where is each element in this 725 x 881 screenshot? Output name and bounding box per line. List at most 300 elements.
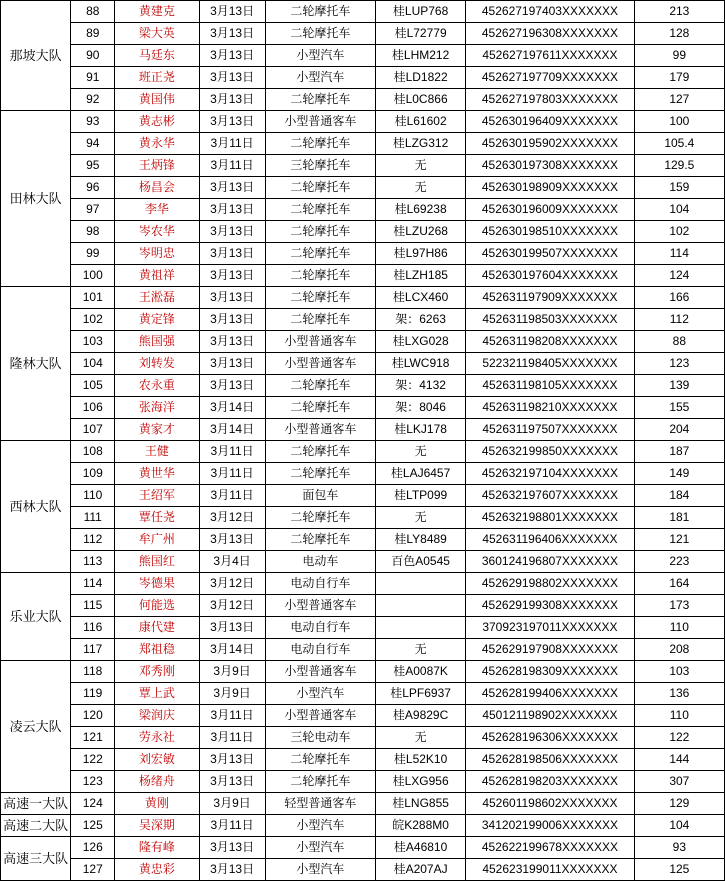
cell-date: 3月13日 xyxy=(199,617,265,639)
cell-plate: 桂L72779 xyxy=(375,23,465,45)
cell-plate: 桂LCX460 xyxy=(375,287,465,309)
cell-date: 3月12日 xyxy=(199,507,265,529)
cell-vehicle_type: 小型普通客车 xyxy=(265,661,375,683)
group-cell: 高速一大队 xyxy=(1,793,71,815)
table-row xyxy=(1,749,725,771)
cell-seq: 109 xyxy=(71,463,115,485)
cell-date: 3月11日 xyxy=(199,705,265,727)
cell-amount: 139 xyxy=(634,375,724,397)
table-row xyxy=(1,353,725,375)
table-row xyxy=(1,375,725,397)
cell-amount: 125 xyxy=(634,859,724,881)
cell-name: 黄祖祥 xyxy=(115,265,199,287)
cell-name: 熊国强 xyxy=(115,331,199,353)
cell-plate: 桂LWC918 xyxy=(375,353,465,375)
cell-vehicle_type: 二轮摩托车 xyxy=(265,89,375,111)
cell-date: 3月13日 xyxy=(199,265,265,287)
table-row xyxy=(1,815,725,837)
cell-id_number: 450121198902XXXXXXX xyxy=(466,705,634,727)
cell-vehicle_type: 小型普通客车 xyxy=(265,331,375,353)
cell-date: 3月13日 xyxy=(199,353,265,375)
cell-amount: 149 xyxy=(634,463,724,485)
cell-amount: 208 xyxy=(634,639,724,661)
cell-vehicle_type: 小型汽车 xyxy=(265,837,375,859)
table-row xyxy=(1,155,725,177)
cell-date: 3月11日 xyxy=(199,485,265,507)
cell-id_number: 452627197611XXXXXXX xyxy=(466,45,634,67)
cell-vehicle_type: 二轮摩托车 xyxy=(265,529,375,551)
cell-seq: 101 xyxy=(71,287,115,309)
cell-amount: 159 xyxy=(634,177,724,199)
cell-date: 3月13日 xyxy=(199,771,265,793)
cell-name: 邓秀刚 xyxy=(115,661,199,683)
table-row xyxy=(1,837,725,859)
cell-plate xyxy=(375,617,465,639)
cell-plate: 架：4132 xyxy=(375,375,465,397)
cell-seq: 115 xyxy=(71,595,115,617)
cell-seq: 117 xyxy=(71,639,115,661)
cell-date: 3月13日 xyxy=(199,89,265,111)
cell-amount: 121 xyxy=(634,529,724,551)
cell-name: 黄建克 xyxy=(115,1,199,23)
cell-id_number: 452627197403XXXXXXX xyxy=(466,1,634,23)
cell-amount: 129.5 xyxy=(634,155,724,177)
cell-id_number: 452630195902XXXXXXX xyxy=(466,133,634,155)
cell-name: 刘转发 xyxy=(115,353,199,375)
cell-seq: 106 xyxy=(71,397,115,419)
cell-id_number: 522321198405XXXXXXX xyxy=(466,353,634,375)
cell-amount: 223 xyxy=(634,551,724,573)
cell-plate: 桂A0087K xyxy=(375,661,465,683)
cell-plate: 百色A0545 xyxy=(375,551,465,573)
cell-plate: 桂LZH185 xyxy=(375,265,465,287)
cell-seq: 119 xyxy=(71,683,115,705)
cell-vehicle_type: 电动自行车 xyxy=(265,617,375,639)
cell-seq: 124 xyxy=(71,793,115,815)
cell-plate xyxy=(375,595,465,617)
cell-seq: 88 xyxy=(71,1,115,23)
cell-seq: 92 xyxy=(71,89,115,111)
cell-amount: 164 xyxy=(634,573,724,595)
cell-id_number: 452623199011XXXXXXX xyxy=(466,859,634,881)
table-row xyxy=(1,419,725,441)
cell-vehicle_type: 小型普通客车 xyxy=(265,419,375,441)
cell-amount: 93 xyxy=(634,837,724,859)
cell-id_number: 452632198801XXXXXXX xyxy=(466,507,634,529)
cell-id_number: 452632197104XXXXXXX xyxy=(466,463,634,485)
cell-vehicle_type: 小型汽车 xyxy=(265,859,375,881)
cell-amount: 100 xyxy=(634,111,724,133)
cell-id_number: 452628199406XXXXXXX xyxy=(466,683,634,705)
cell-amount: 112 xyxy=(634,309,724,331)
table-row xyxy=(1,727,725,749)
cell-seq: 120 xyxy=(71,705,115,727)
table-row xyxy=(1,771,725,793)
cell-id_number: 452630197308XXXXXXX xyxy=(466,155,634,177)
cell-seq: 123 xyxy=(71,771,115,793)
cell-name: 劳永社 xyxy=(115,727,199,749)
cell-plate: 无 xyxy=(375,507,465,529)
table-row xyxy=(1,551,725,573)
cell-date: 3月14日 xyxy=(199,639,265,661)
cell-vehicle_type: 二轮摩托车 xyxy=(265,397,375,419)
table-row xyxy=(1,199,725,221)
cell-vehicle_type: 二轮摩托车 xyxy=(265,507,375,529)
cell-date: 3月13日 xyxy=(199,1,265,23)
cell-vehicle_type: 二轮摩托车 xyxy=(265,749,375,771)
cell-seq: 105 xyxy=(71,375,115,397)
cell-plate: 无 xyxy=(375,155,465,177)
cell-name: 熊国红 xyxy=(115,551,199,573)
cell-seq: 116 xyxy=(71,617,115,639)
cell-amount: 307 xyxy=(634,771,724,793)
cell-amount: 123 xyxy=(634,353,724,375)
group-cell: 乐业大队 xyxy=(1,573,71,661)
cell-vehicle_type: 电动自行车 xyxy=(265,639,375,661)
cell-plate: 无 xyxy=(375,639,465,661)
cell-plate: 桂LUP768 xyxy=(375,1,465,23)
cell-vehicle_type: 小型普通客车 xyxy=(265,595,375,617)
cell-date: 3月11日 xyxy=(199,155,265,177)
cell-vehicle_type: 面包车 xyxy=(265,485,375,507)
cell-amount: 179 xyxy=(634,67,724,89)
cell-plate: 桂LKJ178 xyxy=(375,419,465,441)
cell-amount: 181 xyxy=(634,507,724,529)
cell-date: 3月11日 xyxy=(199,815,265,837)
cell-date: 3月13日 xyxy=(199,243,265,265)
cell-amount: 102 xyxy=(634,221,724,243)
cell-name: 岑明忠 xyxy=(115,243,199,265)
cell-seq: 89 xyxy=(71,23,115,45)
cell-vehicle_type: 二轮摩托车 xyxy=(265,771,375,793)
cell-name: 岑农华 xyxy=(115,221,199,243)
cell-seq: 122 xyxy=(71,749,115,771)
cell-date: 3月11日 xyxy=(199,463,265,485)
cell-seq: 100 xyxy=(71,265,115,287)
cell-date: 3月12日 xyxy=(199,595,265,617)
cell-name: 康代建 xyxy=(115,617,199,639)
cell-amount: 184 xyxy=(634,485,724,507)
cell-amount: 173 xyxy=(634,595,724,617)
cell-seq: 113 xyxy=(71,551,115,573)
cell-amount: 155 xyxy=(634,397,724,419)
cell-name: 黄国伟 xyxy=(115,89,199,111)
cell-vehicle_type: 二轮摩托车 xyxy=(265,265,375,287)
cell-id_number: 341202199006XXXXXXX xyxy=(466,815,634,837)
cell-date: 3月13日 xyxy=(199,859,265,881)
cell-date: 3月13日 xyxy=(199,309,265,331)
cell-date: 3月9日 xyxy=(199,661,265,683)
cell-name: 牟广州 xyxy=(115,529,199,551)
cell-vehicle_type: 二轮摩托车 xyxy=(265,375,375,397)
cell-vehicle_type: 二轮摩托车 xyxy=(265,1,375,23)
cell-name: 刘宏敏 xyxy=(115,749,199,771)
cell-amount: 110 xyxy=(634,705,724,727)
cell-id_number: 452628196306XXXXXXX xyxy=(466,727,634,749)
cell-plate: 桂A9829C xyxy=(375,705,465,727)
cell-vehicle_type: 小型普通客车 xyxy=(265,353,375,375)
table-row xyxy=(1,617,725,639)
group-cell: 那坡大队 xyxy=(1,1,71,111)
cell-amount: 166 xyxy=(634,287,724,309)
cell-id_number: 370923197011XXXXXXX xyxy=(466,617,634,639)
table-row xyxy=(1,221,725,243)
cell-seq: 121 xyxy=(71,727,115,749)
cell-plate: 桂LPF6937 xyxy=(375,683,465,705)
cell-plate: 桂A46810 xyxy=(375,837,465,859)
cell-vehicle_type: 轻型普通客车 xyxy=(265,793,375,815)
cell-name: 黄刚 xyxy=(115,793,199,815)
cell-amount: 88 xyxy=(634,331,724,353)
cell-vehicle_type: 小型汽车 xyxy=(265,45,375,67)
cell-plate: 桂LXG028 xyxy=(375,331,465,353)
cell-vehicle_type: 三轮电动车 xyxy=(265,727,375,749)
cell-vehicle_type: 电动自行车 xyxy=(265,573,375,595)
cell-name: 黄家才 xyxy=(115,419,199,441)
cell-id_number: 452628198203XXXXXXX xyxy=(466,771,634,793)
cell-name: 农永重 xyxy=(115,375,199,397)
cell-name: 张海洋 xyxy=(115,397,199,419)
cell-name: 黄志彬 xyxy=(115,111,199,133)
cell-name: 黄定锋 xyxy=(115,309,199,331)
cell-amount: 104 xyxy=(634,815,724,837)
cell-date: 3月11日 xyxy=(199,441,265,463)
cell-id_number: 452630199507XXXXXXX xyxy=(466,243,634,265)
group-cell: 隆林大队 xyxy=(1,287,71,441)
cell-name: 杨昌会 xyxy=(115,177,199,199)
cell-amount: 114 xyxy=(634,243,724,265)
cell-vehicle_type: 二轮摩托车 xyxy=(265,463,375,485)
cell-date: 3月14日 xyxy=(199,397,265,419)
cell-plate: 桂LXG956 xyxy=(375,771,465,793)
cell-seq: 90 xyxy=(71,45,115,67)
cell-vehicle_type: 小型普通客车 xyxy=(265,111,375,133)
cell-seq: 114 xyxy=(71,573,115,595)
cell-name: 王淞磊 xyxy=(115,287,199,309)
cell-date: 3月11日 xyxy=(199,133,265,155)
cell-plate: 桂L52K10 xyxy=(375,749,465,771)
cell-date: 3月13日 xyxy=(199,177,265,199)
table-row xyxy=(1,133,725,155)
table-row xyxy=(1,331,725,353)
cell-vehicle_type: 二轮摩托车 xyxy=(265,177,375,199)
cell-plate: 桂LAJ6457 xyxy=(375,463,465,485)
cell-date: 3月13日 xyxy=(199,221,265,243)
cell-amount: 204 xyxy=(634,419,724,441)
group-cell: 田林大队 xyxy=(1,111,71,287)
cell-plate: 无 xyxy=(375,727,465,749)
table-row xyxy=(1,177,725,199)
cell-name: 杨绪舟 xyxy=(115,771,199,793)
cell-date: 3月13日 xyxy=(199,111,265,133)
cell-vehicle_type: 二轮摩托车 xyxy=(265,309,375,331)
cell-plate: 架：6263 xyxy=(375,309,465,331)
cell-date: 3月13日 xyxy=(199,287,265,309)
cell-amount: 104 xyxy=(634,199,724,221)
table-row xyxy=(1,23,725,45)
cell-id_number: 452601198602XXXXXXX xyxy=(466,793,634,815)
cell-seq: 94 xyxy=(71,133,115,155)
cell-id_number: 452622199678XXXXXXX xyxy=(466,837,634,859)
table-row xyxy=(1,793,725,815)
cell-id_number: 452629199308XXXXXXX xyxy=(466,595,634,617)
table-row xyxy=(1,859,725,881)
cell-name: 吴深期 xyxy=(115,815,199,837)
cell-name: 李华 xyxy=(115,199,199,221)
cell-amount: 99 xyxy=(634,45,724,67)
cell-date: 3月13日 xyxy=(199,45,265,67)
cell-name: 何能选 xyxy=(115,595,199,617)
cell-seq: 112 xyxy=(71,529,115,551)
cell-seq: 111 xyxy=(71,507,115,529)
cell-seq: 99 xyxy=(71,243,115,265)
cell-plate: 架：8046 xyxy=(375,397,465,419)
cell-date: 3月4日 xyxy=(199,551,265,573)
group-cell: 凌云大队 xyxy=(1,661,71,793)
cell-plate: 桂LNG855 xyxy=(375,793,465,815)
cell-id_number: 360124196807XXXXXXX xyxy=(466,551,634,573)
cell-vehicle_type: 二轮摩托车 xyxy=(265,221,375,243)
cell-vehicle_type: 小型普通客车 xyxy=(265,705,375,727)
table-row xyxy=(1,705,725,727)
cell-date: 3月13日 xyxy=(199,749,265,771)
cell-name: 梁大英 xyxy=(115,23,199,45)
cell-seq: 127 xyxy=(71,859,115,881)
cell-id_number: 452628198506XXXXXXX xyxy=(466,749,634,771)
cell-id_number: 452631198503XXXXXXX xyxy=(466,309,634,331)
group-cell: 高速二大队 xyxy=(1,815,71,837)
cell-id_number: 452627196308XXXXXXX xyxy=(466,23,634,45)
cell-date: 3月13日 xyxy=(199,67,265,89)
cell-id_number: 452630198510XXXXXXX xyxy=(466,221,634,243)
cell-seq: 95 xyxy=(71,155,115,177)
cell-seq: 98 xyxy=(71,221,115,243)
cell-amount: 136 xyxy=(634,683,724,705)
cell-amount: 128 xyxy=(634,23,724,45)
cell-plate: 桂LY8489 xyxy=(375,529,465,551)
cell-plate: 桂LTP099 xyxy=(375,485,465,507)
cell-seq: 118 xyxy=(71,661,115,683)
cell-name: 王炳锋 xyxy=(115,155,199,177)
cell-vehicle_type: 二轮摩托车 xyxy=(265,133,375,155)
cell-id_number: 452630196409XXXXXXX xyxy=(466,111,634,133)
cell-date: 3月13日 xyxy=(199,837,265,859)
cell-seq: 126 xyxy=(71,837,115,859)
cell-seq: 97 xyxy=(71,199,115,221)
cell-vehicle_type: 二轮摩托车 xyxy=(265,287,375,309)
cell-id_number: 452629197908XXXXXXX xyxy=(466,639,634,661)
cell-plate: 无 xyxy=(375,441,465,463)
cell-id_number: 452631197909XXXXXXX xyxy=(466,287,634,309)
cell-plate: 桂LHM212 xyxy=(375,45,465,67)
cell-date: 3月14日 xyxy=(199,419,265,441)
cell-seq: 108 xyxy=(71,441,115,463)
cell-name: 郑祖稳 xyxy=(115,639,199,661)
cell-amount: 110 xyxy=(634,617,724,639)
cell-id_number: 452630196009XXXXXXX xyxy=(466,199,634,221)
cell-date: 3月12日 xyxy=(199,573,265,595)
cell-name: 黄忠彩 xyxy=(115,859,199,881)
cell-date: 3月13日 xyxy=(199,199,265,221)
cell-id_number: 452631198210XXXXXXX xyxy=(466,397,634,419)
cell-name: 梁润庆 xyxy=(115,705,199,727)
cell-amount: 124 xyxy=(634,265,724,287)
table-row xyxy=(1,529,725,551)
table-row xyxy=(1,485,725,507)
cell-id_number: 452632197607XXXXXXX xyxy=(466,485,634,507)
cell-id_number: 452628198309XXXXXXX xyxy=(466,661,634,683)
cell-name: 覃任尧 xyxy=(115,507,199,529)
cell-date: 3月9日 xyxy=(199,683,265,705)
cell-id_number: 452631197507XXXXXXX xyxy=(466,419,634,441)
cell-id_number: 452627197709XXXXXXX xyxy=(466,67,634,89)
cell-seq: 102 xyxy=(71,309,115,331)
table-row xyxy=(1,397,725,419)
cell-plate: 桂A207AJ xyxy=(375,859,465,881)
table-row xyxy=(1,573,725,595)
cell-plate: 桂L0C866 xyxy=(375,89,465,111)
table-row xyxy=(1,287,725,309)
cell-seq: 103 xyxy=(71,331,115,353)
cell-plate: 桂LZU268 xyxy=(375,221,465,243)
cell-name: 王健 xyxy=(115,441,199,463)
cell-name: 王绍军 xyxy=(115,485,199,507)
cell-amount: 144 xyxy=(634,749,724,771)
cell-amount: 105.4 xyxy=(634,133,724,155)
table-row xyxy=(1,45,725,67)
cell-name: 隆有峰 xyxy=(115,837,199,859)
table-row xyxy=(1,441,725,463)
cell-plate: 皖K288M0 xyxy=(375,815,465,837)
cell-id_number: 452631196406XXXXXXX xyxy=(466,529,634,551)
cell-id_number: 452627197803XXXXXXX xyxy=(466,89,634,111)
cell-vehicle_type: 二轮摩托车 xyxy=(265,199,375,221)
cell-plate: 无 xyxy=(375,177,465,199)
table-row xyxy=(1,111,725,133)
cell-amount: 103 xyxy=(634,661,724,683)
table-row xyxy=(1,265,725,287)
cell-date: 3月13日 xyxy=(199,23,265,45)
table-row xyxy=(1,89,725,111)
cell-seq: 96 xyxy=(71,177,115,199)
table-row xyxy=(1,507,725,529)
cell-date: 3月13日 xyxy=(199,529,265,551)
cell-plate: 桂LD1822 xyxy=(375,67,465,89)
cell-name: 岑德果 xyxy=(115,573,199,595)
cell-vehicle_type: 电动车 xyxy=(265,551,375,573)
cell-id_number: 452630197604XXXXXXX xyxy=(466,265,634,287)
cell-id_number: 452629198802XXXXXXX xyxy=(466,573,634,595)
cell-date: 3月13日 xyxy=(199,331,265,353)
table-row xyxy=(1,463,725,485)
cell-date: 3月13日 xyxy=(199,375,265,397)
cell-id_number: 452631198105XXXXXXX xyxy=(466,375,634,397)
cell-vehicle_type: 二轮摩托车 xyxy=(265,243,375,265)
cell-name: 班正尧 xyxy=(115,67,199,89)
table-row xyxy=(1,595,725,617)
cell-vehicle_type: 小型汽车 xyxy=(265,683,375,705)
cell-plate: 桂L97H86 xyxy=(375,243,465,265)
cell-plate: 桂LZG312 xyxy=(375,133,465,155)
cell-id_number: 452630198909XXXXXXX xyxy=(466,177,634,199)
cell-seq: 91 xyxy=(71,67,115,89)
table-row xyxy=(1,1,725,23)
cell-amount: 122 xyxy=(634,727,724,749)
cell-amount: 127 xyxy=(634,89,724,111)
cell-seq: 107 xyxy=(71,419,115,441)
table-row xyxy=(1,67,725,89)
cell-amount: 213 xyxy=(634,1,724,23)
